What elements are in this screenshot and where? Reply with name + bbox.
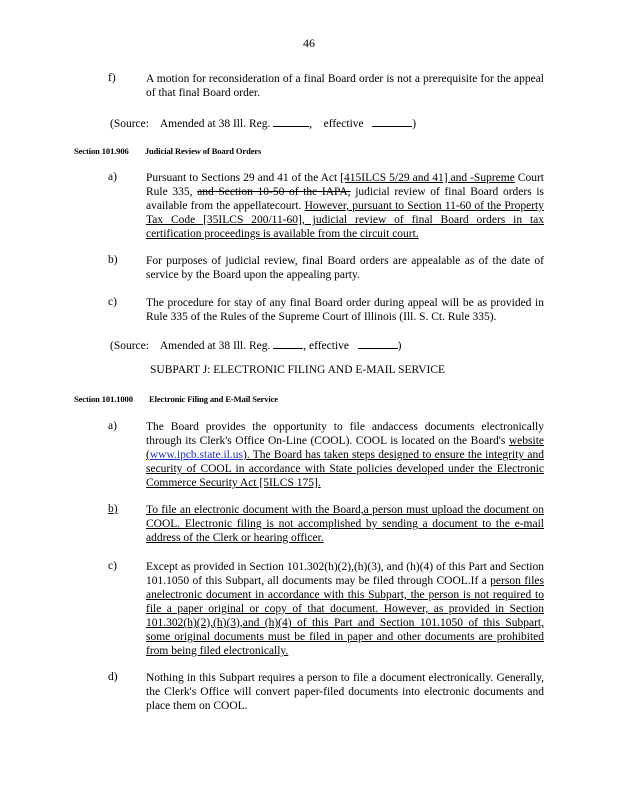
source-label: (Source: bbox=[110, 118, 149, 130]
s906-c-text: The procedure for stay of any final Board order during appeal will be as provided in Rule 335 of the Rules of the Supreme Court of Illinois (Ill. S. Ct. Rule 335). bbox=[146, 297, 544, 323]
effective-label: , effective bbox=[303, 340, 349, 352]
s906-c-letter: c) bbox=[108, 296, 117, 308]
website-link[interactable]: www.ipcb.state.il.us bbox=[149, 449, 244, 461]
s906-a-text: Pursuant to Sections 29 and 41 of the Act [415ILCS 5/29 and 41] and -Supreme Court Rule 335, and Section 10-50 of the IAPA, judicial review of final Board orders is available from the appellatecourt. However, pursuant to Section 11-60 of the Property Tax Code [35ILCS 200/11-60], judicial review of final Board orders in tax certification proceedings is available from the circuit court. bbox=[146, 172, 544, 240]
item-f-letter: f) bbox=[108, 72, 116, 84]
blank-line bbox=[358, 338, 398, 349]
s1000-c-text: Except as provided in Section 101.302(h)(2),(h)(3), and (h)(4) of this Part and Section 101.1050 of this Subpart, all documents may be filed through COOL.If a person files anelectronic document in accordance with this Subpart, the person is not required to file a paper original or copy of that document. However, as provided in Section 101.302(h)(2),(h)(3),and (h)(4) of this Part and Section 101.1050 of this Subpart, some original documents must be filed in paper and other documents are prohibited from being filed electronically. bbox=[146, 561, 544, 657]
section-heading-101-1000 bbox=[74, 394, 278, 404]
blank-line bbox=[273, 116, 309, 127]
item-f-text: A motion for reconsideration of a final Board order is not a prerequisite for the appeal of that final Board order. bbox=[146, 73, 544, 99]
source-note-1: (Source: Amended at 38 Ill. Reg. , effective ) bbox=[110, 118, 417, 130]
s1000-b-text: To file an electronic document with the Board,a person must upload the document on COOL. Electronic filing is not accomplished by sending a document to the e-mail address of the Clerk or hearing officer. bbox=[146, 504, 544, 544]
s1000-d-letter: d) bbox=[108, 671, 118, 683]
source-note-2: (Source: Amended at 38 Ill. Reg. , effective ) bbox=[110, 340, 402, 352]
s1000-d-text: Nothing in this Subpart requires a person to file a document electronically. Generally, the Clerk's Office will convert paper-filed documents into electronic documents and place them on COOL. bbox=[146, 672, 544, 712]
s1000-c-letter: c) bbox=[108, 560, 117, 572]
section-number: Section 101.1000 bbox=[74, 394, 133, 404]
section-title: Judicial Review of Board Orders bbox=[144, 146, 262, 156]
s1000-a-letter: a) bbox=[108, 420, 117, 432]
s906-b-text: For purposes of judicial review, final Board orders are appealable as of the date of service by the Board upon the appealing party. bbox=[146, 255, 544, 281]
s1000-a-text: The Board provides the opportunity to file andaccess documents electronically through its Clerk's Office On-Line (COOL). COOL is located on the Board's website (www.ipcb.state.il.us). The Board has taken steps designed to ensure the integrity and security of COOL in accordance with State policies developed under the Electronic Commerce Security Act [5ILCS 175]. bbox=[146, 421, 544, 489]
section-number: Section 101.906 bbox=[74, 146, 129, 156]
page-number: 46 bbox=[303, 36, 315, 50]
subpart-j-heading: SUBPART J: ELECTRONIC FILING AND E-MAIL SERVICE bbox=[150, 364, 446, 376]
amended-text: Amended at 38 Ill. Reg. bbox=[159, 118, 271, 130]
section-heading-101-906 bbox=[74, 146, 261, 156]
section-title: Electronic Filing and E-Mail Service bbox=[149, 394, 278, 404]
s906-b-letter: b) bbox=[108, 254, 118, 266]
amended-text: Amended at 38 Ill. Reg. bbox=[159, 340, 271, 352]
blank-line bbox=[372, 116, 412, 127]
s906-a-letter: a) bbox=[108, 171, 117, 183]
source-label: (Source: bbox=[110, 340, 149, 352]
effective-label: effective bbox=[323, 118, 364, 130]
blank-line bbox=[273, 338, 303, 349]
s1000-b-letter: b) bbox=[108, 503, 118, 515]
